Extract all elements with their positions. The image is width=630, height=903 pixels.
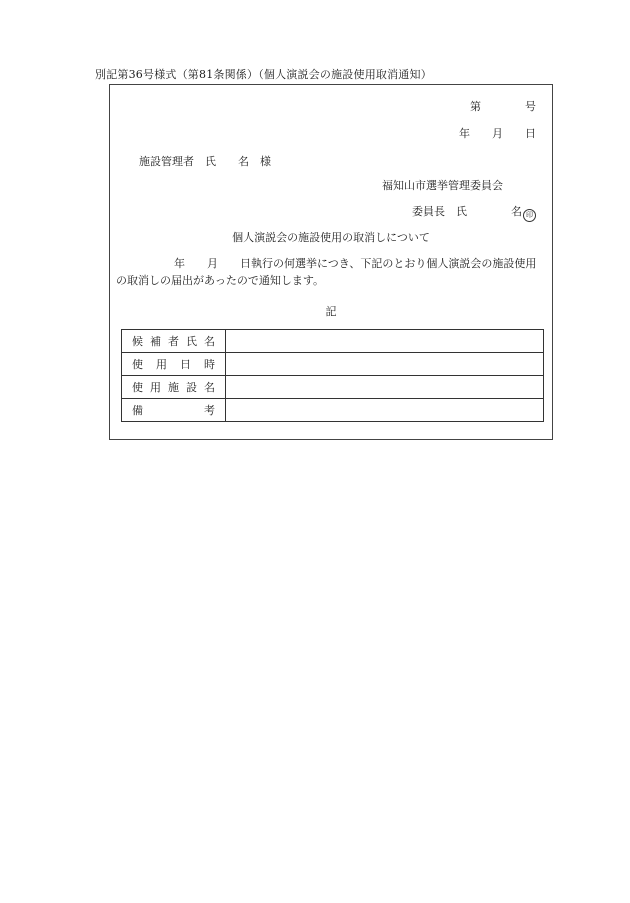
table-row: [122, 353, 544, 376]
table-row: [122, 330, 544, 353]
ki-marker: 記: [325, 305, 337, 318]
sender-committee: 福知山市選挙管理委員会: [382, 179, 503, 192]
row-value-datetime: [226, 353, 544, 376]
notice-date: 年 月 日: [459, 127, 536, 140]
notice-body-text: 年 月 日執行の何選挙につき、下記のとおり個人演説会の施設使用の取消しの届出があったので通知します。: [116, 257, 537, 287]
notice-frame: [109, 84, 553, 440]
chair-name-line: 委員長 氏 名: [412, 205, 522, 218]
row-label-remarks: 備考: [122, 399, 226, 422]
row-value-candidate: [226, 330, 544, 353]
sender-chair: [412, 203, 536, 222]
table-row: [122, 399, 544, 422]
form-heading: 別記第36号様式（第81条関係）（個人演説会の施設使用取消通知）: [95, 68, 432, 81]
addressee: 施設管理者 氏 名 様: [139, 155, 271, 168]
details-table: [121, 329, 544, 422]
seal-mark: 印: [523, 209, 536, 222]
row-label-facility: 使用施設名: [122, 376, 226, 399]
row-label-candidate: 候補者氏名: [122, 330, 226, 353]
notice-number: 第 号: [470, 100, 536, 113]
row-value-facility: [226, 376, 544, 399]
notice-body: [116, 255, 546, 289]
notice-title: 個人演説会の施設使用の取消しについて: [232, 231, 430, 244]
row-label-datetime: 使用日時: [122, 353, 226, 376]
table-row: [122, 376, 544, 399]
row-value-remarks: [226, 399, 544, 422]
